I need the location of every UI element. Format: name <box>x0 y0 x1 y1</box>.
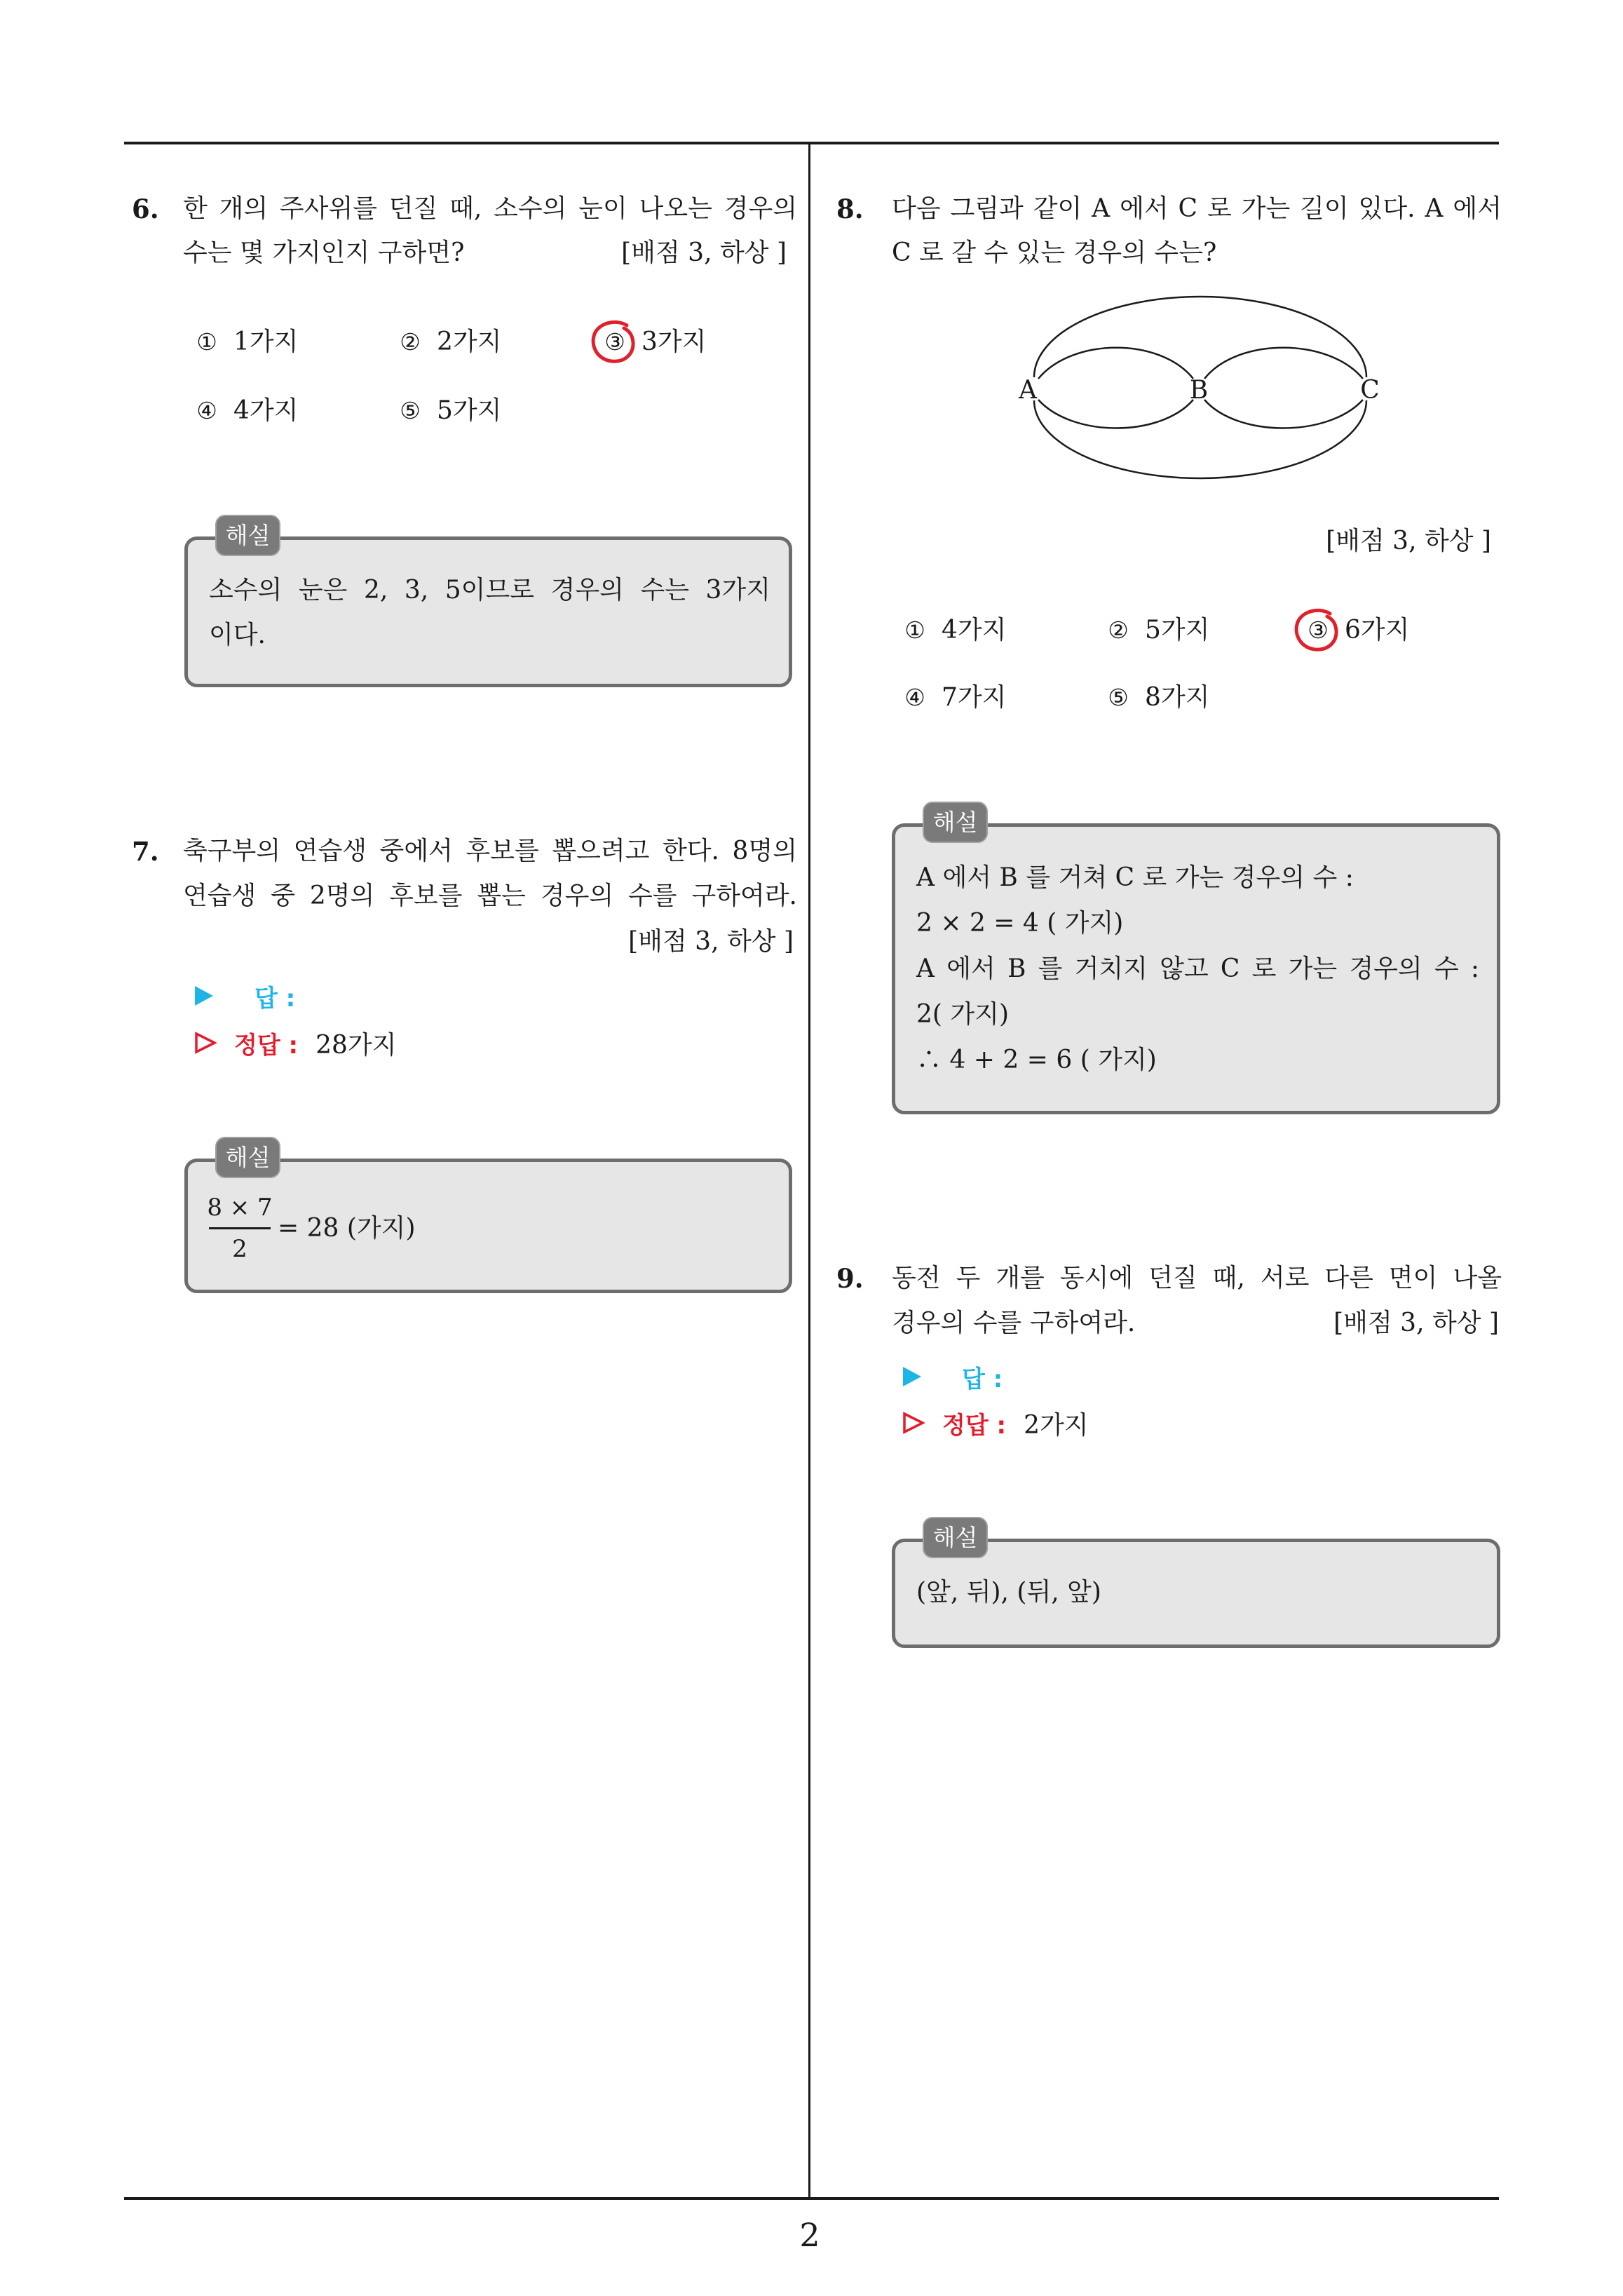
explanation-line: 소수의 눈은 2, 3, 5이므로 경우의 수는 3가지 <box>209 576 770 605</box>
choice-4 <box>194 389 298 433</box>
selected-mark-icon <box>1292 607 1341 653</box>
choice-number: ② <box>400 328 421 356</box>
explanation-formula <box>209 1188 768 1269</box>
points-label: [배점 3, 하상 ] <box>1333 1309 1499 1337</box>
fraction-result: = 28 (가지) <box>278 1213 416 1243</box>
column-divider <box>808 143 810 2199</box>
question-text: 경우의 수를 구하여라. <box>892 1309 1136 1337</box>
outer-top-route <box>1034 297 1366 377</box>
choice-3 <box>1305 608 1409 653</box>
choice-1 <box>902 608 1006 653</box>
question-number: 6. <box>132 194 159 224</box>
choice-number: ⑤ <box>1108 684 1129 711</box>
correct-answer-arrow-icon <box>902 1412 925 1434</box>
question-text-line <box>183 231 787 276</box>
question-number: 7. <box>132 836 159 867</box>
choice-text: 4가지 <box>942 616 1007 644</box>
explanation-line: 이다. <box>209 621 266 649</box>
fraction <box>209 1188 271 1269</box>
choice-1 <box>194 320 298 365</box>
choice-number: ① <box>196 328 217 356</box>
top-rule <box>124 142 1499 144</box>
choice-text: 4가지 <box>233 396 299 425</box>
choice-number: ④ <box>904 684 925 711</box>
choice-number: ③ <box>1305 608 1331 653</box>
choice-5 <box>1106 675 1209 720</box>
correct-answer-arrow-icon <box>194 1032 217 1054</box>
points-label: [배점 3, 하상 ] <box>621 238 787 267</box>
correct-answer-label: 정답 : <box>942 1411 1007 1440</box>
answer-row <box>194 973 295 1018</box>
explanation-box <box>184 1144 792 1293</box>
choice-text: 3가지 <box>641 327 707 356</box>
choice-5 <box>398 389 501 433</box>
explanation-tag: 해설 <box>923 802 988 843</box>
choice-2 <box>398 320 501 365</box>
choice-text: 7가지 <box>942 683 1007 712</box>
answer-label: 답 : <box>254 984 296 1013</box>
point-label-b: B <box>1189 376 1209 405</box>
choice-text: 2가지 <box>437 327 502 356</box>
choice-4 <box>902 675 1006 720</box>
correct-answer-value: 28가지 <box>315 1030 397 1060</box>
selected-mark-icon <box>589 318 638 365</box>
b-c-bottom-route <box>1204 400 1363 428</box>
choice-text: 6가지 <box>1345 616 1410 644</box>
points-label: [배점 3, 하상 ] <box>628 927 794 956</box>
explanation-line: 2 × 2 = 4 ( 가지) <box>916 909 1124 938</box>
explanation-line: ∴ 4 + 2 = 6 ( 가지) <box>916 1046 1157 1074</box>
choice-number: ② <box>1108 616 1129 644</box>
question-text-line: 동전 두 개를 동시에 던질 때, 서로 다른 면이 나올 <box>892 1264 1502 1292</box>
bottom-rule <box>124 2197 1499 2200</box>
choice-3 <box>602 320 706 365</box>
choice-text: 1가지 <box>233 327 299 356</box>
points-label: [배점 3, 하상 ] <box>1326 527 1491 555</box>
explanation-line: 2( 가지) <box>916 1000 1009 1029</box>
answer-arrow-icon <box>902 1366 922 1387</box>
question-text-line: C 로 갈 수 있는 경우의 수는? <box>892 238 1217 267</box>
question-text-line: 연습생 중 2명의 후보를 뽑는 경우의 수를 구하여라. <box>183 882 797 910</box>
choice-number: ⑤ <box>400 397 421 424</box>
question-text-line: 축구부의 연습생 중에서 후보를 뽑으려고 한다. 8명의 <box>183 837 797 865</box>
choice-text: 5가지 <box>437 396 502 425</box>
correct-answer-label: 정답 : <box>234 1031 299 1060</box>
route-diagram <box>996 281 1388 491</box>
fraction-denominator: 2 <box>232 1235 247 1263</box>
question-text-line <box>892 1301 1499 1346</box>
choice-number: ① <box>904 616 925 644</box>
question-number: 9. <box>836 1263 864 1294</box>
b-c-top-route <box>1204 348 1363 379</box>
point-label-c: C <box>1360 376 1380 405</box>
choice-number: ③ <box>602 320 627 365</box>
explanation-box <box>892 809 1500 1114</box>
explanation-box <box>184 522 792 687</box>
fraction-numerator: 8 × 7 <box>207 1194 273 1222</box>
question-number: 8. <box>836 194 864 224</box>
explanation-tag: 해설 <box>923 1517 988 1558</box>
explanation-box <box>892 1524 1500 1648</box>
explanation-tag: 해설 <box>215 1137 280 1178</box>
choice-number: ④ <box>196 397 217 424</box>
correct-answer-row <box>902 1400 1089 1445</box>
answer-arrow-icon <box>194 985 214 1006</box>
answer-row <box>902 1354 1003 1399</box>
question-text-line: 한 개의 주사위를 던질 때, 소수의 눈이 나오는 경우의 <box>183 194 797 223</box>
a-b-bottom-route <box>1038 400 1193 428</box>
correct-answer-value: 2가지 <box>1024 1410 1089 1440</box>
explanation-line: (앞, 뒤), (뒤, 앞) <box>916 1578 1101 1607</box>
answer-label: 답 : <box>962 1365 1003 1393</box>
correct-answer-row <box>194 1020 397 1065</box>
choice-2 <box>1106 608 1209 653</box>
question-text: 수는 몇 가지인지 구하면? <box>183 238 465 267</box>
explanation-line: A 에서 B 를 거치지 않고 C 로 가는 경우의 수 : <box>916 954 1479 983</box>
a-b-top-route <box>1038 348 1193 379</box>
point-label-a: A <box>1019 376 1037 405</box>
choice-text: 5가지 <box>1145 616 1210 644</box>
outer-bottom-route <box>1034 400 1366 478</box>
explanation-line: A 에서 B 를 거쳐 C 로 가는 경우의 수 : <box>916 863 1354 892</box>
choice-text: 8가지 <box>1145 683 1210 712</box>
page-number: 2 <box>799 2216 820 2254</box>
explanation-tag: 해설 <box>215 515 280 556</box>
question-text-line: 다음 그림과 같이 A 에서 C 로 가는 길이 있다. A 에서 <box>892 194 1502 223</box>
